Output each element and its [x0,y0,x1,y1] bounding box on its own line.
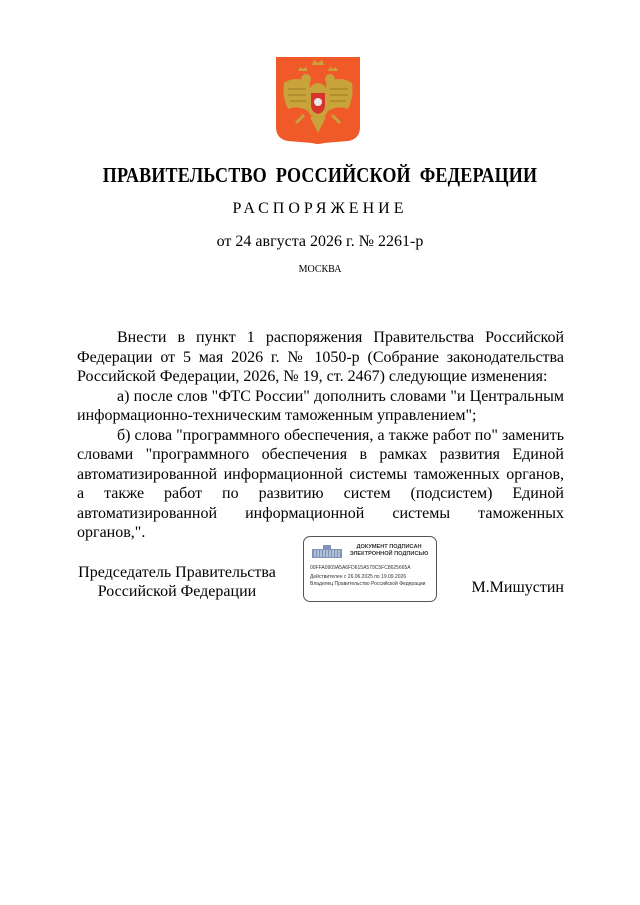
signatory-position-line2: Российской Федерации [97,583,257,600]
signatory-position-line1: Председатель Правительства [78,564,276,581]
stamp-serial: 00FFA0909A5A6FD615A579C5FC8625665A [310,565,411,571]
stamp-title [344,544,434,558]
government-title: ПРАВИТЕЛЬСТВО РОССИЙСКОЙ ФЕДЕРАЦИИ [102,163,538,187]
stamp-owner: Владелец Правительство Российской Федерации [310,581,426,587]
stamp-title-line1: ДОКУМЕНТ ПОДПИСАН [356,544,422,550]
document-city: МОСКВА [298,264,342,275]
stamp-title-line2: ЭЛЕКТРОННОЙ ПОДПИСЬЮ [349,551,429,557]
signatory-position [77,563,277,601]
document-body [77,328,564,543]
paragraph-intro: Внести в пункт 1 распоряжения Правительства Российской Федерации от 5 мая 2026 г. № 1050-р (Собрание законодательства Российской Федерации, 2026, № 19, ст. 2467) следующие изменения: [77,329,564,385]
paragraph-item-b: б) слова "программного обеспечения, а также работ по" заменить словами "программного обеспечения в рамках развития Единой автоматизированной информационной системы таможенных органов, а также работ по развитию систем (подсистем) Единой автоматизированной информационной системы таможенных органов,". [77,426,564,541]
signatory-name: М.Мишустин [471,579,564,596]
paragraph-item-a: а) после слов "ФТС России" дополнить словами "и Центральным информационно-техническим таможенным управлением"; [77,387,564,424]
document-type: РАСПОРЯЖЕНИЕ [232,200,408,217]
document-date-number: от 24 августа 2026 г. № 2261-р [216,233,424,250]
stamp-validity: Действителен с 26.06.2025 по 19.09.2026 [310,574,407,580]
electronic-signature-stamp [303,536,437,602]
government-building-icon [311,543,343,559]
coat-of-arms-icon [276,57,360,145]
